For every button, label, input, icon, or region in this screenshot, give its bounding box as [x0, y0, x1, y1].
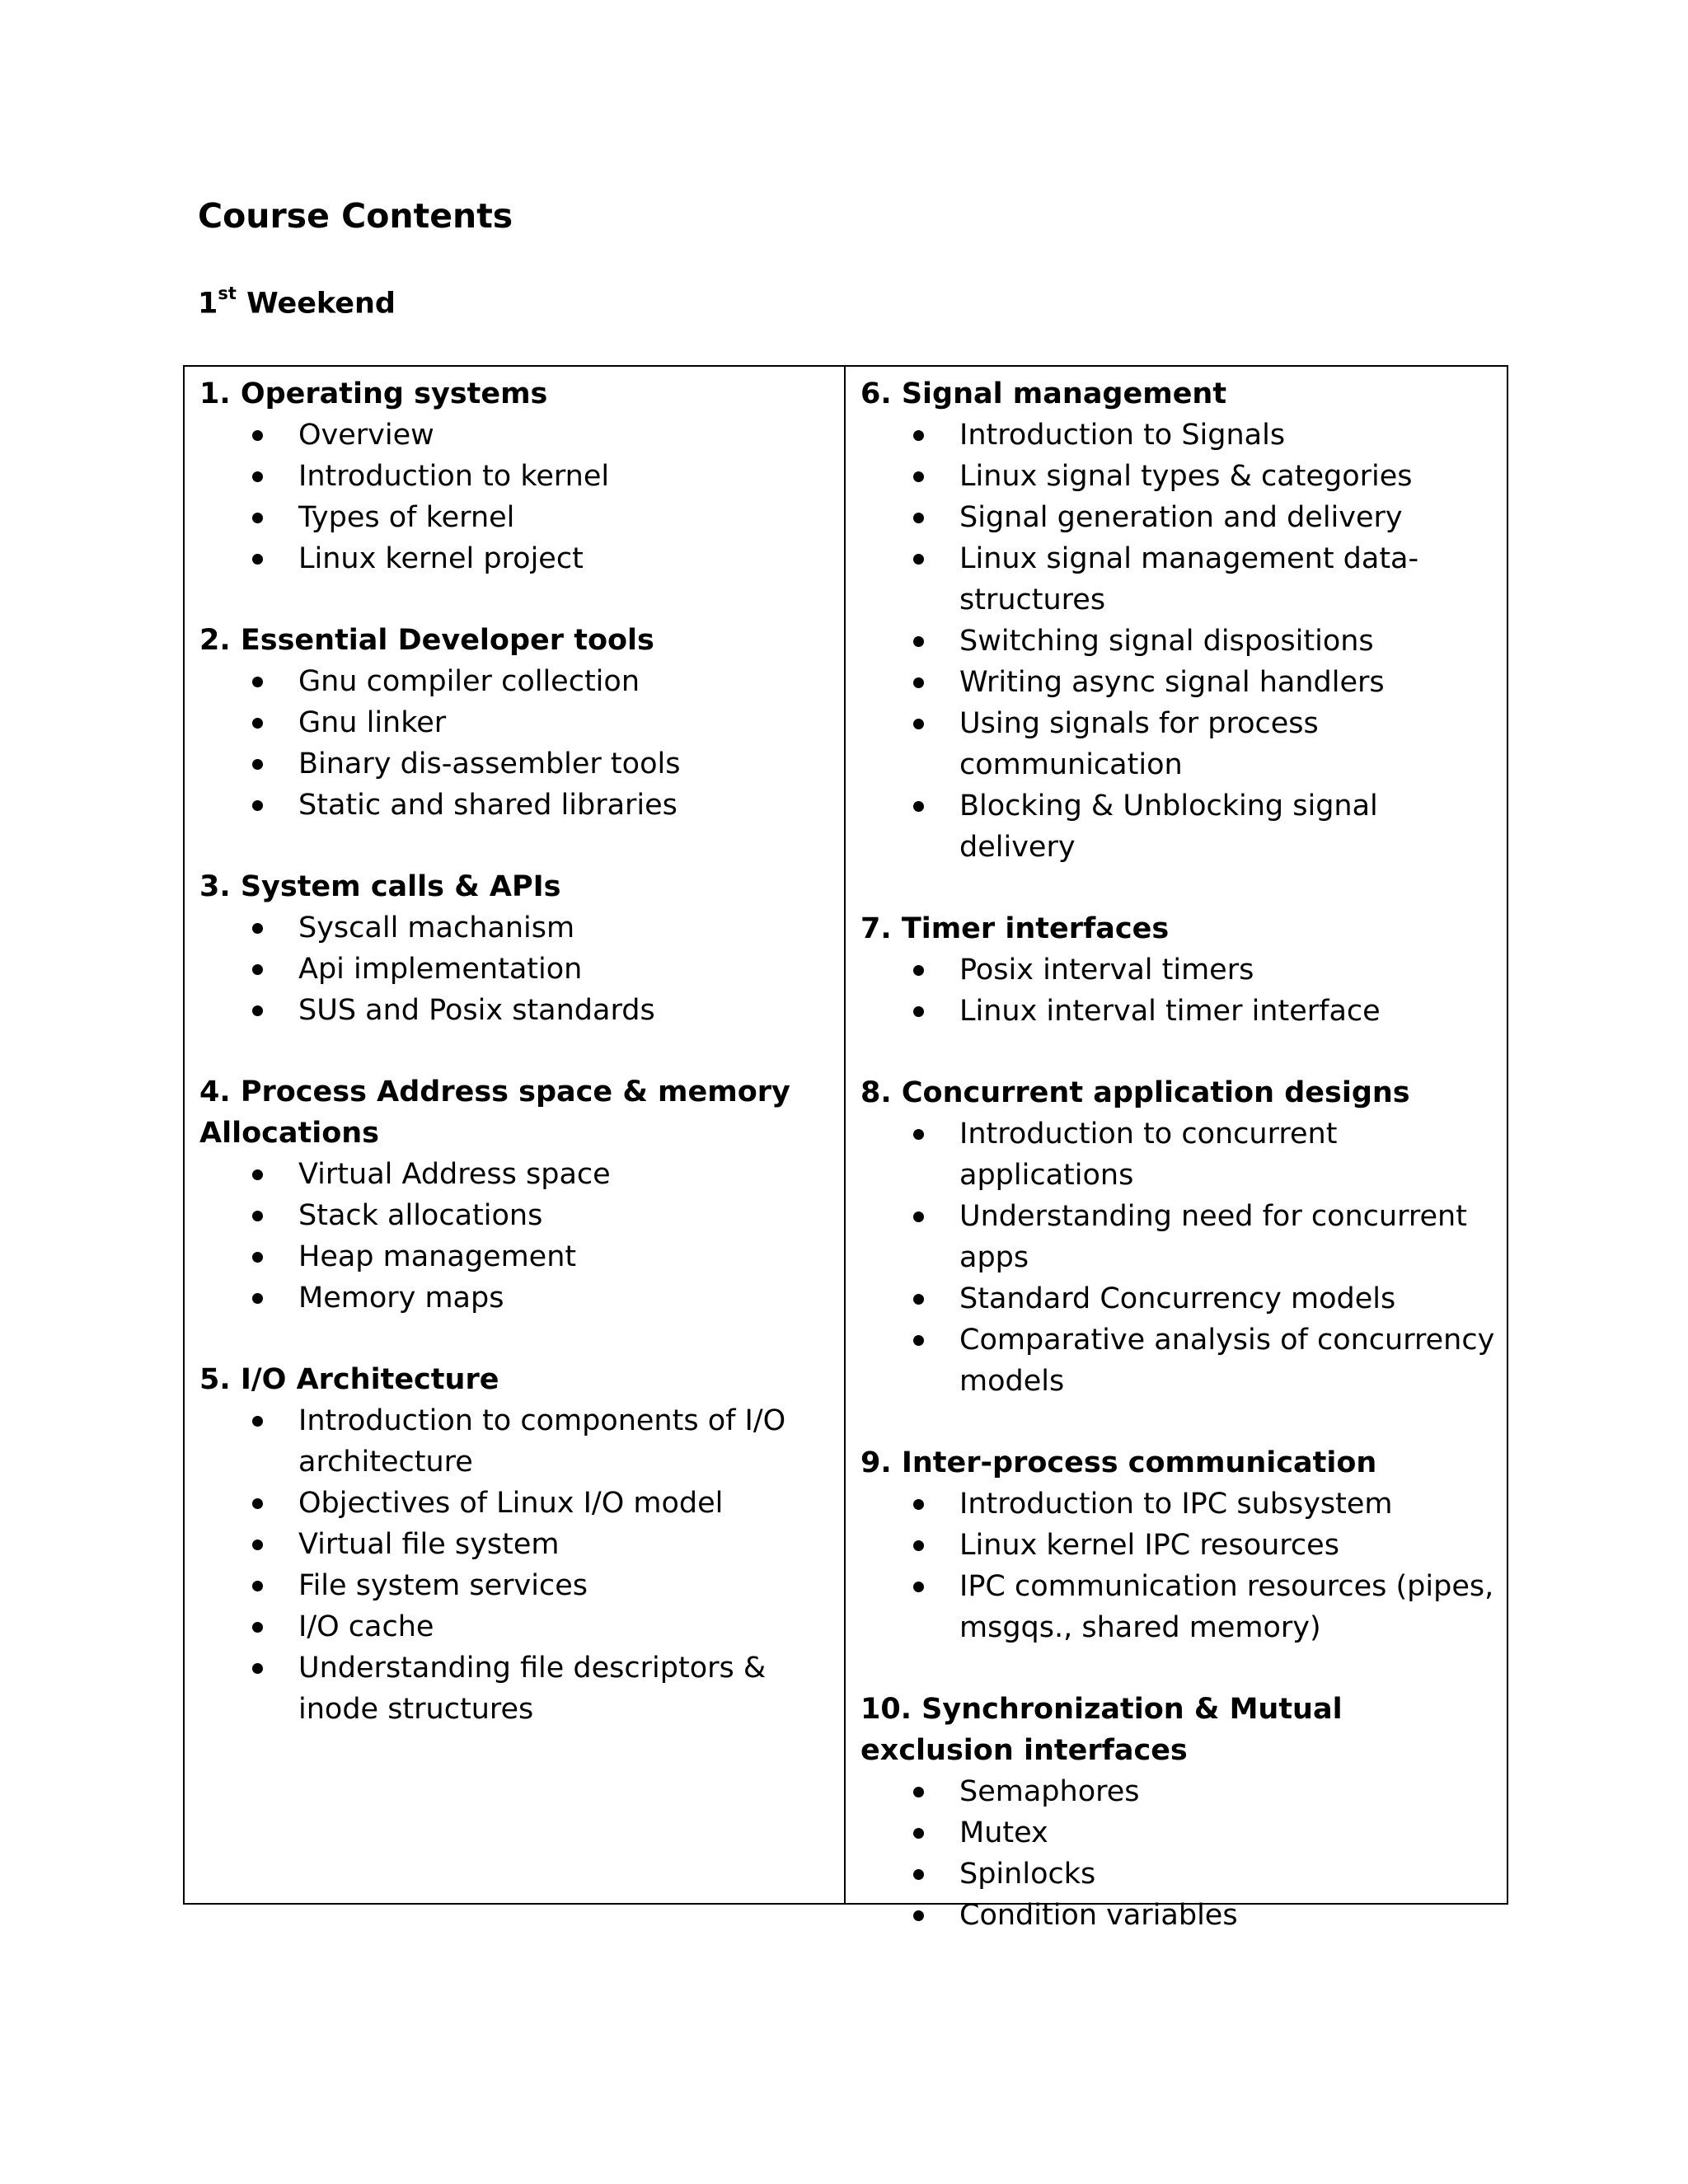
- section-8-concurrent-application-designs: [860, 1072, 1495, 1402]
- topic-item: I/O cache: [199, 1606, 832, 1647]
- topic-item: Posix interval timers: [860, 949, 1495, 991]
- topic-item: SUS and Posix standards: [199, 990, 832, 1031]
- section-title: 8. Concurrent application designs: [860, 1076, 1410, 1109]
- topic-item: Memory maps: [199, 1277, 832, 1319]
- topic-list: [860, 1483, 1495, 1648]
- topic-item: Virtual file system: [199, 1524, 832, 1565]
- right-column: [846, 367, 1507, 1932]
- weekend-heading: [198, 284, 396, 321]
- section-title: 6. Signal management: [860, 377, 1227, 410]
- topic-item: Linux signal management data-structures: [860, 538, 1495, 621]
- section-10-synchronization-mutual-exclusion-interfaces: [860, 1689, 1495, 1936]
- topic-item: File system services: [199, 1565, 832, 1606]
- topic-item: Types of kernel: [199, 497, 832, 538]
- topic-item: Heap management: [199, 1236, 832, 1277]
- topic-list: [199, 1400, 832, 1730]
- topic-item: Introduction to IPC subsystem: [860, 1483, 1495, 1525]
- weekend-ordinal-suffix: st: [218, 284, 237, 303]
- topic-list: [199, 907, 832, 1031]
- topic-item: Stack allocations: [199, 1195, 832, 1236]
- topic-item: Understanding need for concurrent apps: [860, 1196, 1495, 1278]
- topic-item: Using signals for process communication: [860, 703, 1495, 785]
- topic-list: [860, 949, 1495, 1032]
- topic-item: Binary dis-assembler tools: [199, 743, 832, 785]
- section-6-signal-management: [860, 373, 1495, 868]
- topic-item: Virtual Address space: [199, 1154, 832, 1195]
- course-table: [183, 365, 1508, 1932]
- topic-item: Condition variables: [860, 1895, 1495, 1936]
- section-9-inter-process-communication: [860, 1442, 1495, 1648]
- section-title: 4. Process Address space & memory Allocations: [199, 1076, 790, 1150]
- topic-list: [199, 1154, 832, 1319]
- topic-item: IPC communication resources (pipes, msgqs., shared memory): [860, 1566, 1495, 1648]
- weekend-number: 1: [198, 287, 218, 321]
- topic-item: Gnu linker: [199, 702, 832, 743]
- section-title: 9. Inter-process communication: [860, 1446, 1377, 1479]
- topic-item: Standard Concurrency models: [860, 1278, 1495, 1319]
- weekend-label: Weekend: [236, 287, 396, 321]
- left-column: [185, 367, 846, 1903]
- section-5-i-o-architecture: [199, 1359, 832, 1730]
- topic-item: Mutex: [860, 1812, 1495, 1854]
- section-1-operating-systems: [199, 373, 832, 579]
- section-title: 7. Timer interfaces: [860, 912, 1170, 945]
- topic-list: [199, 661, 832, 826]
- topic-item: Overview: [199, 415, 832, 456]
- topic-item: Syscall machanism: [199, 907, 832, 949]
- topic-item: Linux kernel project: [199, 538, 832, 579]
- topic-item: Comparative analysis of concurrency models: [860, 1319, 1495, 1402]
- topic-item: Introduction to components of I/O architecture: [199, 1400, 832, 1483]
- topic-item: Linux signal types & categories: [860, 456, 1495, 497]
- section-title: 10. Synchronization & Mutual exclusion interfaces: [860, 1693, 1343, 1767]
- topic-item: Objectives of Linux I/O model: [199, 1483, 832, 1524]
- section-title: 1. Operating systems: [199, 377, 548, 410]
- topic-list: [860, 1113, 1495, 1402]
- section-title: 2. Essential Developer tools: [199, 624, 654, 657]
- topic-item: Introduction to concurrent applications: [860, 1113, 1495, 1196]
- topic-item: Introduction to Signals: [860, 415, 1495, 456]
- topic-item: Api implementation: [199, 949, 832, 990]
- section-2-essential-developer-tools: [199, 620, 832, 826]
- topic-item: Signal generation and delivery: [860, 497, 1495, 538]
- topic-item: Writing async signal handlers: [860, 662, 1495, 703]
- topic-item: Gnu compiler collection: [199, 661, 832, 702]
- section-4-process-address-space-memory-allocations: [199, 1071, 832, 1319]
- topic-item: Linux kernel IPC resources: [860, 1525, 1495, 1566]
- topic-item: Linux interval timer interface: [860, 991, 1495, 1032]
- topic-list: [860, 1771, 1495, 1936]
- topic-item: Switching signal dispositions: [860, 621, 1495, 662]
- section-title: 3. System calls & APIs: [199, 870, 561, 903]
- section-title: 5. I/O Architecture: [199, 1363, 499, 1396]
- topic-item: Semaphores: [860, 1771, 1495, 1812]
- topic-item: Spinlocks: [860, 1854, 1495, 1895]
- topic-item: Blocking & Unblocking signal delivery: [860, 785, 1495, 868]
- topic-item: Understanding file descriptors & inode structures: [199, 1647, 832, 1730]
- topic-list: [199, 415, 832, 579]
- section-7-timer-interfaces: [860, 908, 1495, 1032]
- page-title: Course Contents: [198, 196, 513, 236]
- topic-item: Introduction to kernel: [199, 456, 832, 497]
- section-3-system-calls-apis: [199, 866, 832, 1031]
- topic-list: [860, 415, 1495, 868]
- topic-item: Static and shared libraries: [199, 785, 832, 826]
